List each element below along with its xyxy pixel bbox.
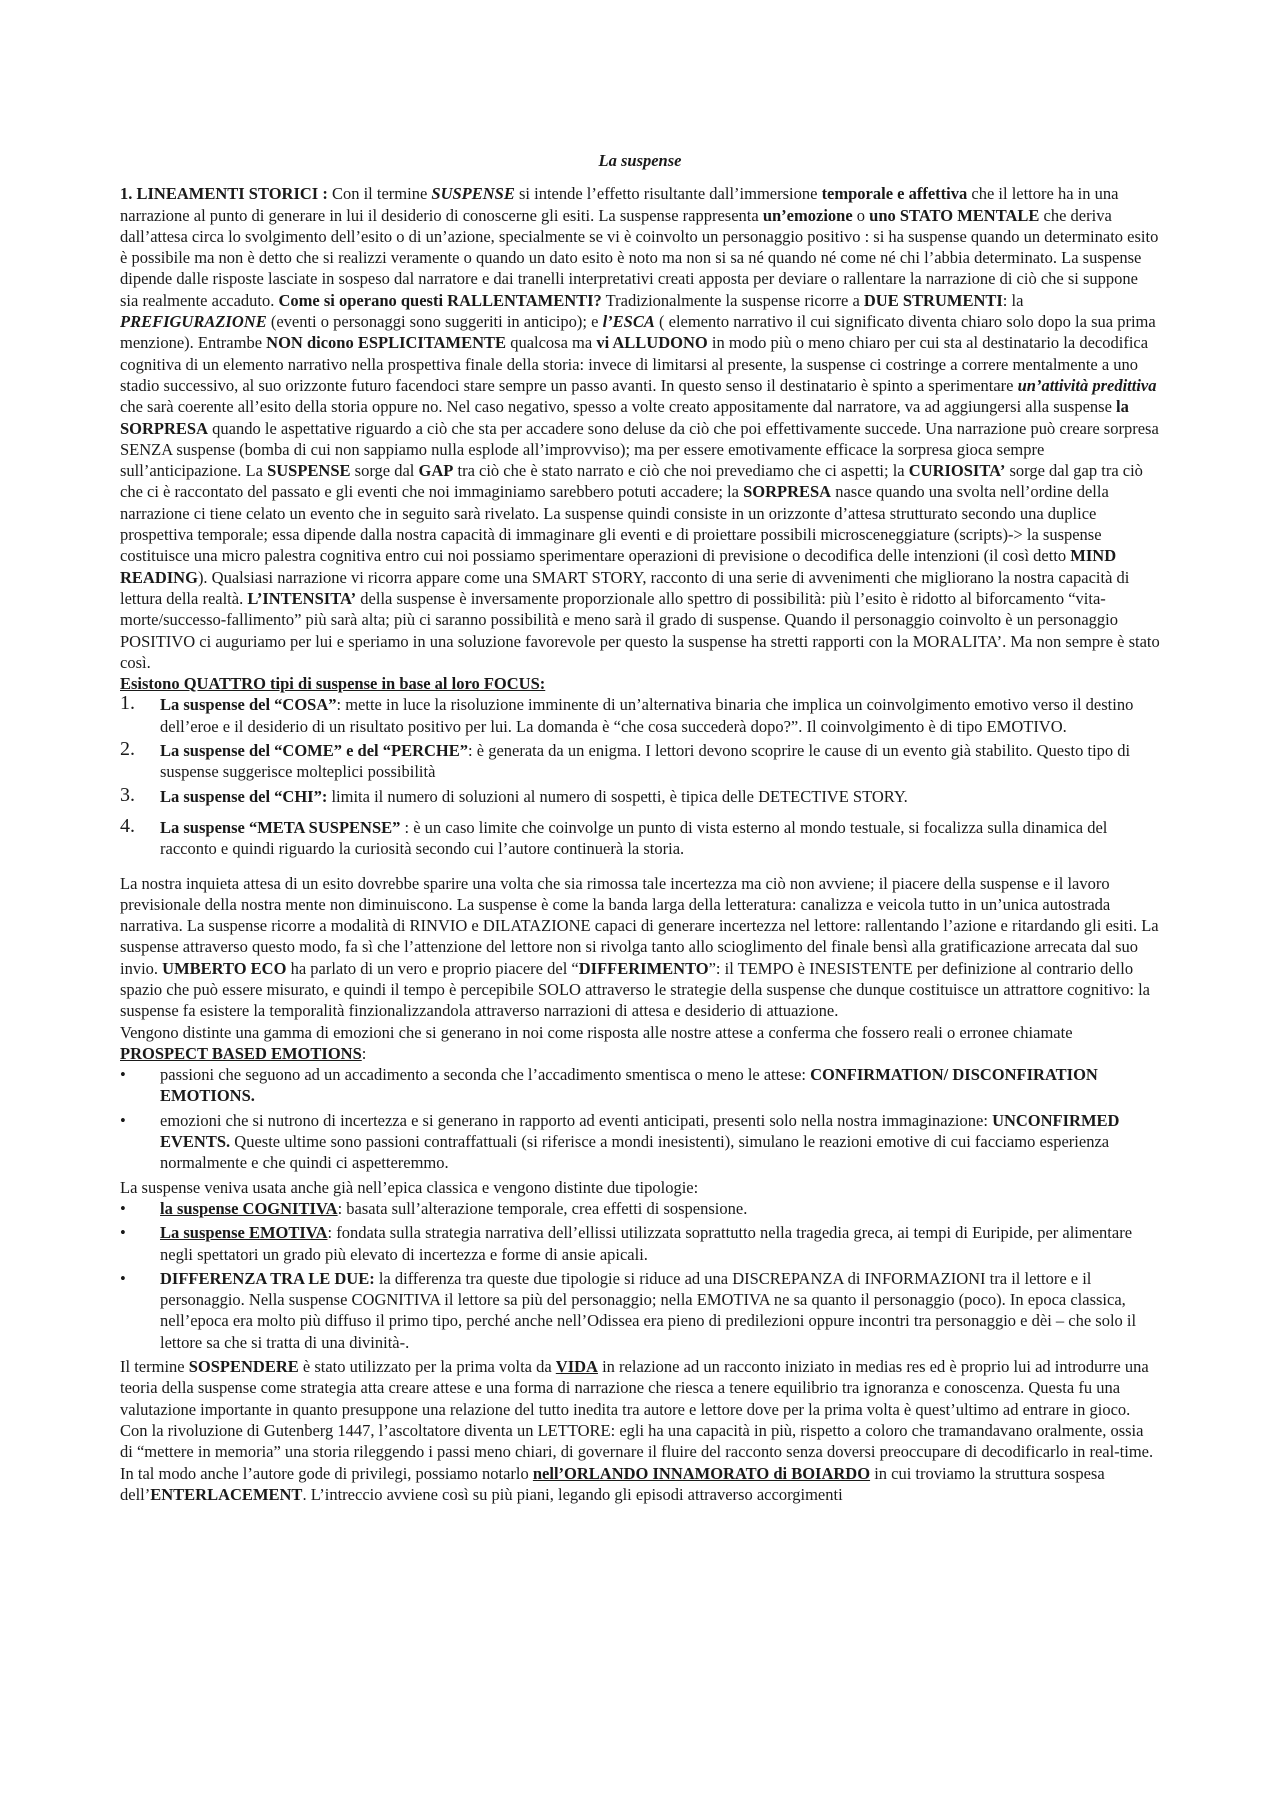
list-item: 1. La suspense del “COSA”: mette in luce la risoluzione imminente di un’alternativa binaria che implica un coinvolgimento emotivo verso il destino dell’eroe e il desiderio di un risultato positivo per lui. La domanda è “che cosa succederà dopo?”. Il coinvolgimento è di tipo EMOTIVO. — [120, 692, 1134, 736]
document-title: La suspense — [598, 151, 682, 170]
types-heading: Esistono QUATTRO tipi di suspense in base al loro FOCUS: — [120, 674, 546, 694]
suspense-types-list — [120, 694, 1160, 859]
bullet-icon: • — [120, 1198, 126, 1218]
list-item: • emozioni che si nutrono di incertezza e si generano in rapporto ad eventi anticipati, presenti solo nella nostra immaginazione: UNCONFIRMED EVENTS. Queste ultime sono passioni contraffattuali (si riferisce a mondi inesistenti), simulano le reazioni emotive di cui facciamo esperienza normalmente e che quindi ci aspetteremmo. — [120, 1110, 1120, 1173]
bullet-icon: • — [120, 1065, 126, 1085]
emotions-list — [120, 1064, 1160, 1173]
section-heading: 1. LINEAMENTI STORICI : — [120, 184, 328, 204]
paragraph-lineamenti-storici: 1. LINEAMENTI STORICI : Con il termine SUSPENSE si intende l’effetto risultante dall’immersione temporale e affettiva che il lettore ha in una narrazione al punto di generare in lui il desiderio di conoscerne gli esiti. La suspense rappresenta un’emozione o uno STATO MENTALE che deriva dall’attesa circa lo svolgimento dell’esito o di un’azione, specialmente se vi è coinvolto un personaggio positivo : si ha suspense quando un determinato esito è possibile ma non è detto che si realizzi veramente o quando un dato esito è noto ma non si sa né quando né come né chi l’abbia determinato. La suspense dipende dalle risposte lasciate in sospeso dal narratore e dai tranelli interpretativi creati apposta per deviare o rallentare la narrazione di ciò che si suppone sia realmente accaduto. Come si operano questi RALLENTAMENTI? Tradizionalmente la suspense ricorre a DUE STRUMENTI: la PREFIGURAZIONE (eventi o personaggi sono suggeriti in anticipo); e l’ESCA ( elemento narrativo il cui significato diventa chiaro solo dopo la sua prima menzione). Entrambe NON dicono ESPLICITAMENTE qualcosa ma vi ALLUDONO in modo più o meno chiaro per cui sta al destinatario la decodifica cognitiva di un elemento narrativo nella prospettiva finale della storia: invece di limitarsi al presente, la suspense ci costringe a correre mentalmente a uno stadio successivo, al suo orizzonte futuro facendoci stare sempre un passo avanti. In questo senso il destinatario è spinto a sperimentare un’attività predittiva che sarà coerente all’esito della storia oppure no. Nel caso negativo, spesso a volte creato appositamente dal narratore, va ad aggiungersi alla suspense la SORPRESA quando le aspettative riguardo a ciò che sta per accadere sono deluse da ciò che poi effettivamente succede. Una narrazione può creare sorpresa SENZA suspense (bomba di cui non sappiamo nulla esplode all’improvviso); ma per essere emotivamente efficace la sorpresa gioca sempre sull’anticipazione. La SUSPENSE sorge dal GAP tra ciò che è stato narrato e ciò che noi prevediamo che ci aspetti; la CURIOSITA’ sorge dal gap tra ciò che ci è raccontato del passato e gli eventi che noi immaginiamo sarebbero potuti accadere; la SORPRESA nasce quando una svolta nell’ordine della narrazione ci tiene celato un evento che in seguito sarà rivelato. La suspense quindi consiste in un orizzonte d’attesa strutturato secondo una duplice prospettiva temporale; essa dipende dalla nostra capacità di immaginare gli eventi e di proiettare possibili microsceneggiature (scripts)-> la suspense costituisce una micro palestra cognitiva entro cui noi possiamo sperimentare operazioni di previsione o decodifica delle intenzioni (il così detto MIND READING). Qualsiasi narrazione vi ricorra appare come una SMART STORY, racconto di una serie di avvenimenti che migliorano la nostra capacità di lettura della realtà. L’INTENSITA’ della suspense è inversamente proporzionale allo spettro di possibilità: più l’esito è ridotto al biforcamento “vita-morte/successo-fallimento” più sarà alta; più ci saranno possibilità e meno sarà il grado di suspense. Quando il personaggio coinvolto è un personaggio POSITIVO ci auguriamo per lui e speriamo in una soluzione favorevole per questo la suspense ha stretti rapporti con la MORALITA’. Ma non sempre è stato così. — [120, 184, 1160, 672]
document-page — [120, 150, 1160, 1505]
list-item: • la suspense COGNITIVA: basata sull’alterazione temporale, crea effetti di sospensione. — [120, 1198, 748, 1218]
typologies-list — [120, 1198, 1160, 1353]
bullet-icon: • — [120, 1110, 126, 1130]
paragraph-sospendere: Il termine SOSPENDERE è stato utilizzato per la prima volta da VIDA in relazione ad un racconto iniziato in medias res ed è proprio lui ad introdurre una teoria della suspense come strategia atta creare attese e una forma di narrazione che riesca a tenere equilibrio tra ignoranza e conoscenza. Questa fu una valutazione importante in quanto presuppone una relazione del tutto inedita tra autore e lettore dove per la prima volta è quest’ultimo ad entrare in gioco. Con la rivoluzione di Gutenberg 1447, l’ascoltatore diventa un LETTORE: egli ha una capacità in più, rispetto a coloro che tramandavano oralmente, ossia di “mettere in memoria” una storia rileggendo i passi meno chiari, di governare il fluire del racconto senza doversi preoccupare di decodificarlo in real-time. In tal modo anche l’autore gode di privilegi, possiamo notarlo nell’ORLANDO INNAMORATO di BOIARDO in cui troviamo la struttura sospesa dell’ENTERLACEMENT. L’intreccio avviene così su più piani, legando gli episodi attraverso accorgimenti — [120, 1357, 1154, 1504]
paragraph-emozioni: Vengono distinte una gamma di emozioni che si generano in noi come risposta alle nostre attese a conferma che fossero reali o erronee chiamate PROSPECT BASED EMOTIONS: — [120, 1022, 1073, 1063]
list-item: • DIFFERENZA TRA LE DUE: la differenza tra queste due tipologie si riduce ad una DISCREPANZA di INFORMAZIONI tra il lettore e il personaggio. Nella suspense COGNITIVA il lettore sa più del personaggio; nella EMOTIVA ne sa quanto il personaggio (poco). In epoca classica, nell’epoca era molto più diffuso il primo tipo, perché anche nell’Odissea era pieno di predilezioni oppure incontri tra personaggio e dèi – che solo il lettore sa che si tratta di una divinità-. — [120, 1268, 1137, 1352]
paragraph-epica: La suspense veniva usata anche già nell’epica classica e vengono distinte due tipologie: — [120, 1177, 699, 1197]
paragraph-attesa: La nostra inquieta attesa di un esito dovrebbe sparire una volta che sia rimossa tale incertezza ma ciò non avviene; il piacere della suspense e il lavoro previsionale della nostra mente non diminuiscono. La suspense è come la banda larga della letteratura: canalizza e veicola tutto in un’unica autostrada narrativa. La suspense ricorre a modalità di RINVIO e DILATAZIONE capaci di generare incertezza nel lettore: rallentando l’azione e ritardando gli esiti. La suspense attraverso questo modo, fa sì che l’attenzione del lettore non si rivolga tanto allo scioglimento del finale bensì alla gratificazione arrecata dal suo invio. UMBERTO ECO ha parlato di un vero e proprio piacere del “DIFFERIMENTO”: il TEMPO è INESISTENTE per definizione al contrario dello spazio che può essere misurato, e quindi il tempo è percepibile SOLO attraverso le strategie della suspense che dunque costituisce un attrattore cognitivo: la suspense fa esistere la temporalità finzionalizzandola attraverso narrazioni di attesa e desiderio di attuazione. — [120, 873, 1159, 1021]
list-item: 3. La suspense del “CHI”: limita il numero di soluzioni al numero di sospetti, è tipica delle DETECTIVE STORY. — [120, 783, 908, 806]
list-item: 2. La suspense del “COME” e del “PERCHE”: è generata da un enigma. I lettori devono scoprire le cause di un evento già stabilito. Questo tipo di suspense suggerisce molteplici possibilità — [120, 738, 1131, 782]
list-item: • passioni che seguono ad un accadimento a seconda che l’accadimento smentisca o meno le attese: CONFIRMATION/ DISCONFIRATION EMOTIONS. — [120, 1065, 1098, 1106]
list-item: 4. La suspense “META SUSPENSE” : è un caso limite che coinvolge un punto di vista esterno al mondo testuale, si focalizza sulla dinamica del racconto e quindi riguardo la curiosità secondo cui l’autore continuerà la storia. — [120, 814, 1108, 859]
bullet-icon: • — [120, 1223, 126, 1243]
list-item: • La suspense EMOTIVA: fondata sulla strategia narrativa dell’ellissi utilizzata soprattutto nella tragedia greca, ai tempi di Euripide, per alimentare negli spettatori un grado più elevato di incertezza e forme di ansie apicali. — [120, 1223, 1133, 1264]
bullet-icon: • — [120, 1268, 126, 1288]
